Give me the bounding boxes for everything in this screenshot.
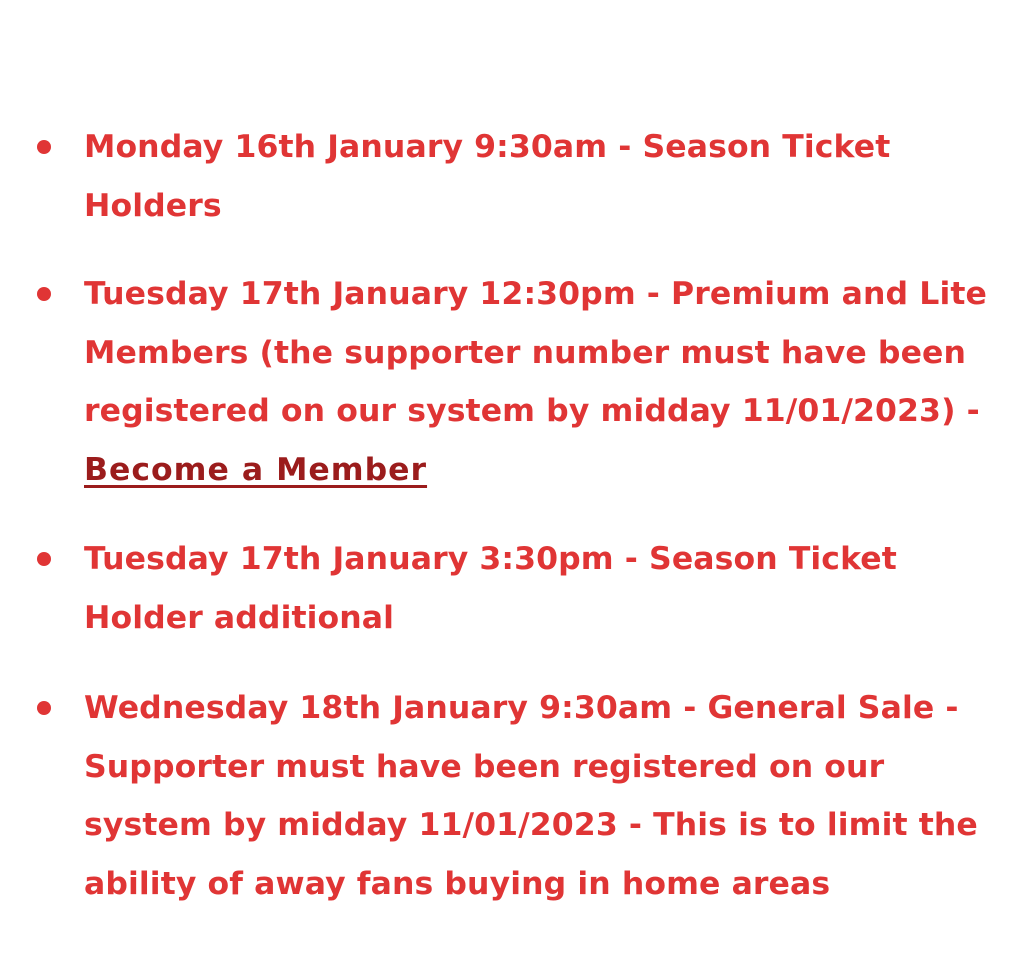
bullet-dot-icon [37, 287, 51, 301]
list-item-text: Tuesday 17th January 3:30pm - Season Ticket Holder additional [84, 541, 897, 636]
list-item-season-ticket-holders [0, 118, 1013, 235]
bullet-dot-icon [37, 552, 51, 566]
become-a-member-link[interactable]: Become a Member [84, 451, 428, 488]
list-item-season-ticket-additional [0, 530, 1013, 647]
list-item-text: Monday 16th January 9:30am - Season Ticket Holders [84, 129, 891, 224]
list-item-members [0, 265, 1013, 499]
bullet-dot-icon [37, 140, 51, 154]
list-item-general-sale [0, 679, 1013, 913]
bullet-dot-icon [37, 701, 51, 715]
ticket-sale-list [0, 118, 1013, 943]
list-item-text: Tuesday 17th January 12:30pm - Premium and Lite Members (the supporter number must have been registered on our system by midday 11/01/2023) - [84, 276, 987, 429]
list-item-text: Wednesday 18th January 9:30am - General Sale - Supporter must have been registered on our system by midday 11/01/2023 - This is to limit the ability of away fans buying in home areas [84, 690, 978, 902]
